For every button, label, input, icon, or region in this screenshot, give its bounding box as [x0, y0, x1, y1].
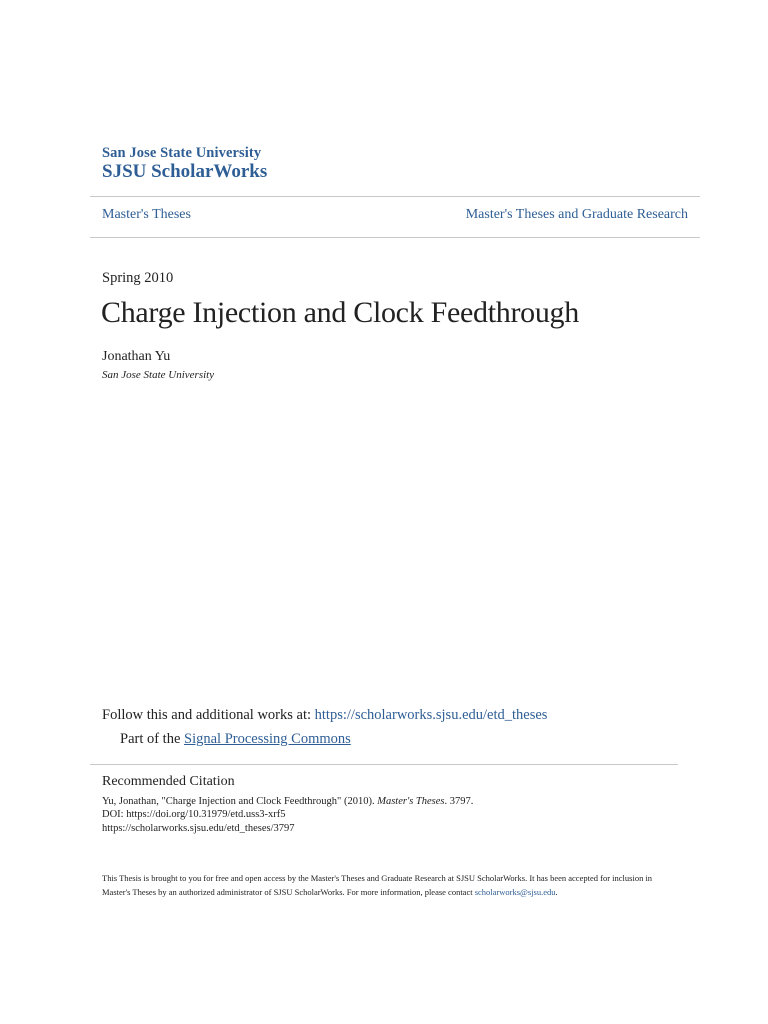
follow-line	[102, 707, 547, 724]
citation-text	[102, 796, 473, 807]
collection-url-link[interactable]: https://scholarworks.sjsu.edu/etd_theses	[314, 707, 548, 723]
publication-date: Spring 2010	[102, 270, 174, 286]
header-divider-bottom	[90, 237, 700, 238]
citation-url-link[interactable]: https://scholarworks.sjsu.edu/etd_theses/3797	[102, 823, 295, 834]
header-divider-top	[90, 196, 700, 197]
part-of-prefix: Part of the	[120, 731, 185, 747]
access-notice-end: .	[555, 887, 558, 897]
repository-name-link[interactable]: SJSU ScholarWorks	[102, 161, 268, 182]
citation-divider	[90, 764, 678, 765]
citation-text-suffix: . 3797.	[444, 796, 474, 807]
follow-prefix: Follow this and additional works at:	[102, 707, 315, 723]
access-notice	[102, 871, 672, 899]
citation-series: Master's Theses	[377, 796, 445, 807]
contact-email-link[interactable]: scholarworks@sjsu.edu	[474, 887, 556, 897]
author-affiliation: San Jose State University	[102, 369, 215, 381]
institution-name: San Jose State University	[102, 145, 262, 161]
part-of-line	[120, 731, 351, 748]
citation-doi: DOI: https://doi.org/10.31979/etd.uss3-xrf5	[102, 809, 286, 820]
access-notice-text: This Thesis is brought to you for free and open access by the Master's Theses and Graduate Research at SJSU ScholarWorks. It has been accepted for inclusion in Master's Theses by an authorized administrator of SJSU ScholarWorks. For more information, please contact	[102, 873, 653, 897]
citation-text-prefix: Yu, Jonathan, "Charge Injection and Clock Feedthrough" (2010).	[102, 796, 378, 807]
masters-theses-link[interactable]: Master's Theses	[102, 207, 191, 222]
document-title: Charge Injection and Clock Feedthrough	[101, 296, 579, 329]
author-name: Jonathan Yu	[102, 349, 171, 364]
citation-heading: Recommended Citation	[102, 774, 235, 789]
signal-processing-commons-link[interactable]: Signal Processing Commons	[184, 731, 351, 747]
graduate-research-link[interactable]: Master's Theses and Graduate Research	[465, 207, 688, 222]
